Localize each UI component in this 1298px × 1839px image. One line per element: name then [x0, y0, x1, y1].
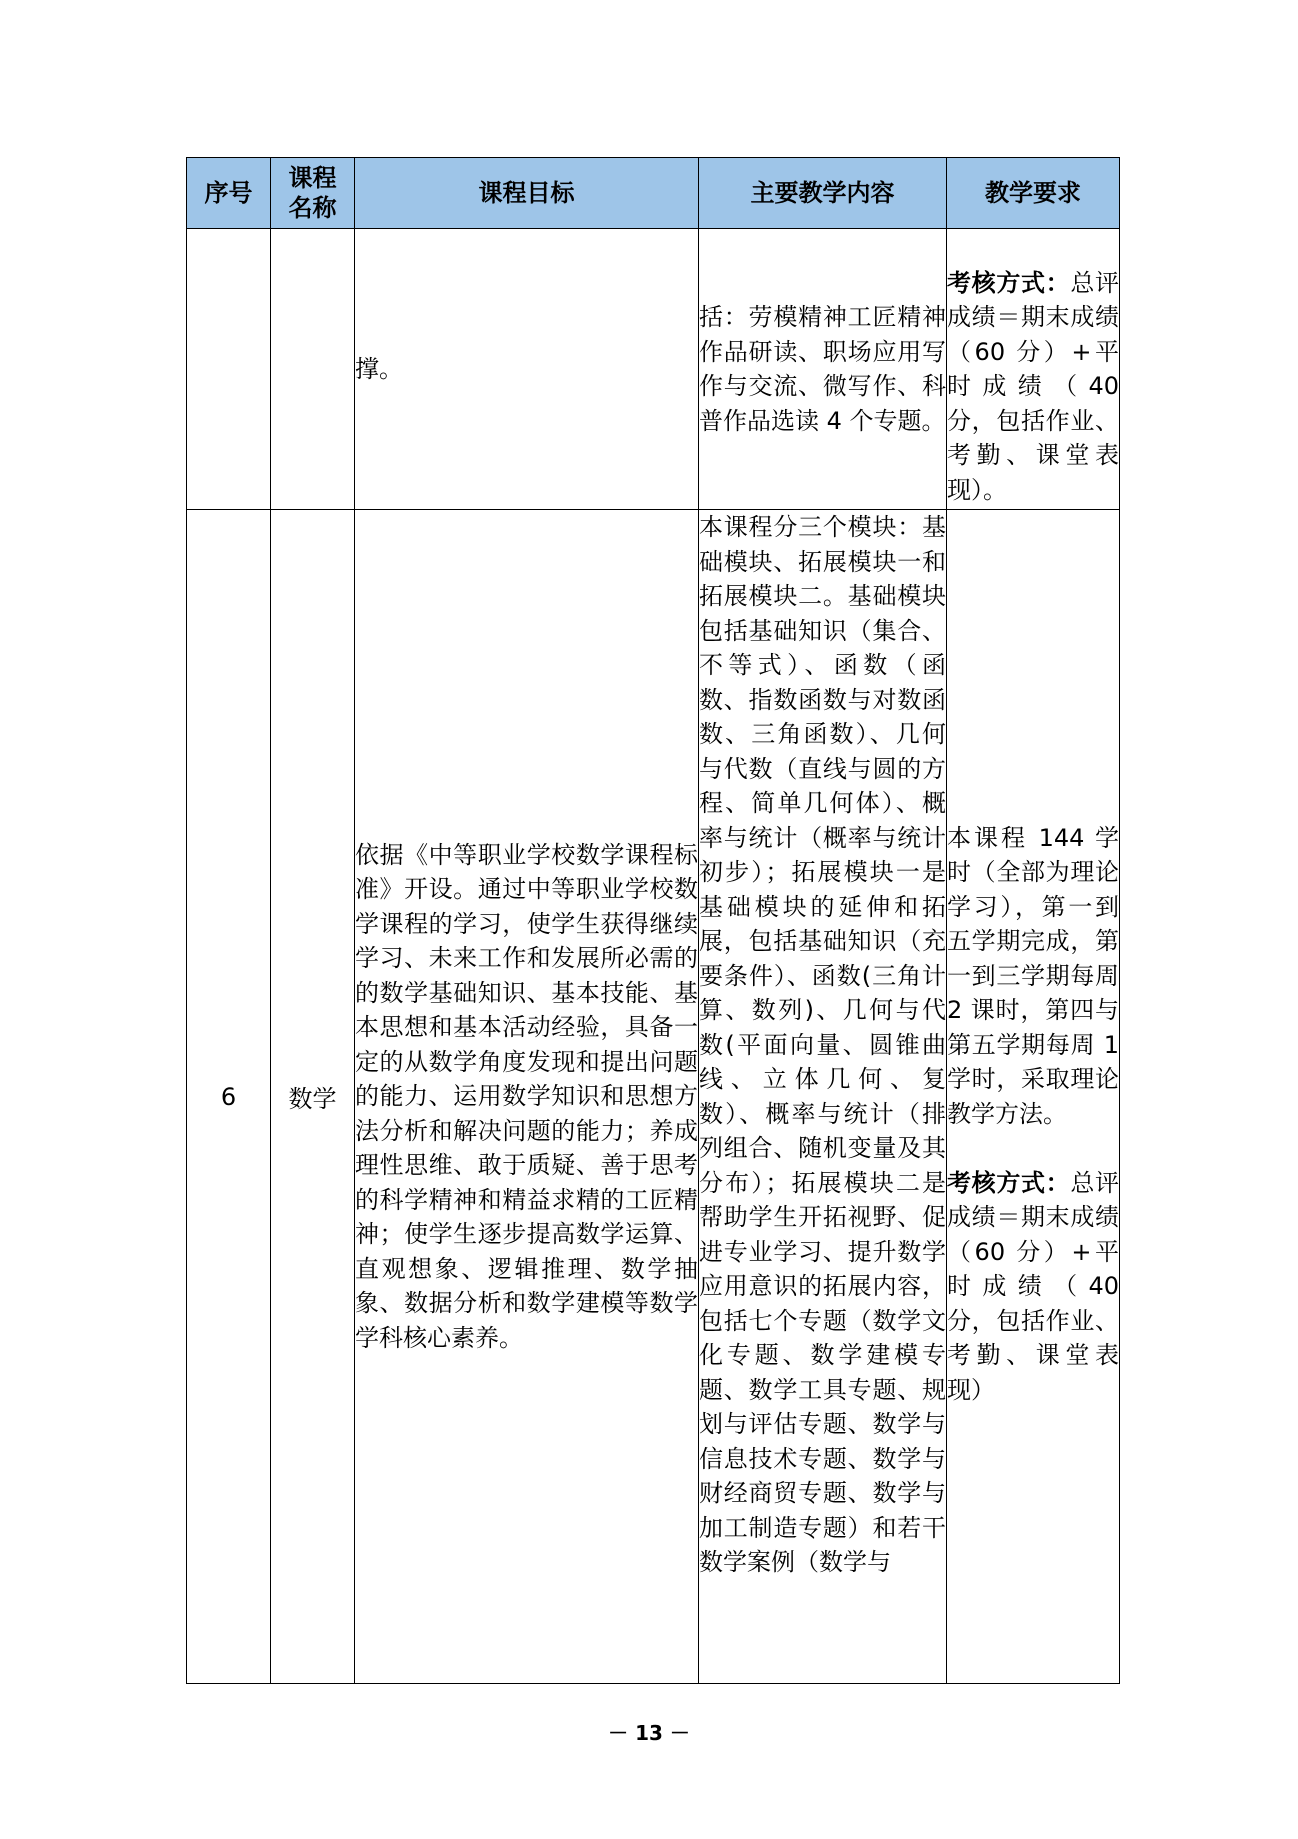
course-table: [186, 157, 1120, 1684]
header-requirement: 教学要求: [947, 158, 1120, 229]
header-course-name: 课程 名称: [271, 158, 355, 229]
cell-requirement: [947, 229, 1120, 510]
cell-goal: 依据《中等职业学校数学课程标准》开设。通过中等职业学校数学课程的学习，使学生获得继续学习、未来工作和发展所必需的的数学基础知识、基本技能、基本思想和基本活动经验，具备一定的从数学角度发现和提出问题的能力、运用数学知识和思想方法分析和解决问题的能力；养成理性思维、敢于质疑、善于思考的科学精神和精益求精的工匠精神；使学生逐步提高数学运算、直观想象、逻辑推理、数学抽象、数据分析和数学建模等数学学科核心素养。: [355, 510, 699, 1684]
header-no: 序号: [187, 158, 271, 229]
requirement-intro: 本课程 144 学时（全部为理论学习），第一到五学期完成，第一到三学期每周 2 课时，第四与第五学期每周 1 学时，采取理论教学方法。: [947, 823, 1119, 1128]
header-goal: 课程目标: [355, 158, 699, 229]
page-number: － 13 －: [608, 1721, 690, 1745]
cell-no: [187, 229, 271, 510]
assessment-label: 考核方式：: [947, 1168, 1071, 1197]
cell-course-name: 数学: [271, 510, 355, 1684]
assessment-label: 考核方式：: [947, 268, 1071, 297]
cell-no: 6: [187, 510, 271, 1684]
cell-requirement: [947, 510, 1120, 1684]
cell-content: 本课程分三个模块：基础模块、拓展模块一和拓展模块二。基础模块包括基础知识（集合、不等式）、函数（函数、指数函数与对数函数、三角函数）、几何与代数（直线与圆的方程、简单几何体）、概率与统计（概率与统计初步）；拓展模块一是基础模块的延伸和拓展，包括基础知识（充要条件）、函数(三角计算、数列)、几何与代数(平面向量、圆锥曲线、立体几何、复数）、概率与统计（排列组合、随机变量及其分布）；拓展模块二是帮助学生开拓视野、促进专业学习、提升数学应用意识的拓展内容，包括七个专题（数学文化专题、数学建模专题、数学工具专题、规划与评估专题、数学与信息技术专题、数学与财经商贸专题、数学与加工制造专题）和若干数学案例（数学与: [699, 510, 947, 1684]
cell-course-name: [271, 229, 355, 510]
table-row: [187, 229, 1120, 510]
assessment-text: 总评成绩＝期末成绩（60 分）+平时成绩（40 分，包括作业、考勤、课堂表现）: [947, 1168, 1120, 1404]
cell-goal: 撑。: [355, 229, 699, 510]
cell-content: 括：劳模精神工匠精神作品研读、职场应用写作与交流、微写作、科普作品选读 4 个专题。: [699, 229, 947, 510]
table-row: [187, 510, 1120, 1684]
assessment-text: 总评成绩＝期末成绩（60 分）+平时成绩（40 分，包括作业、考勤、课堂表现）。: [947, 268, 1120, 504]
table-header-row: [187, 158, 1120, 229]
header-content: 主要教学内容: [699, 158, 947, 229]
